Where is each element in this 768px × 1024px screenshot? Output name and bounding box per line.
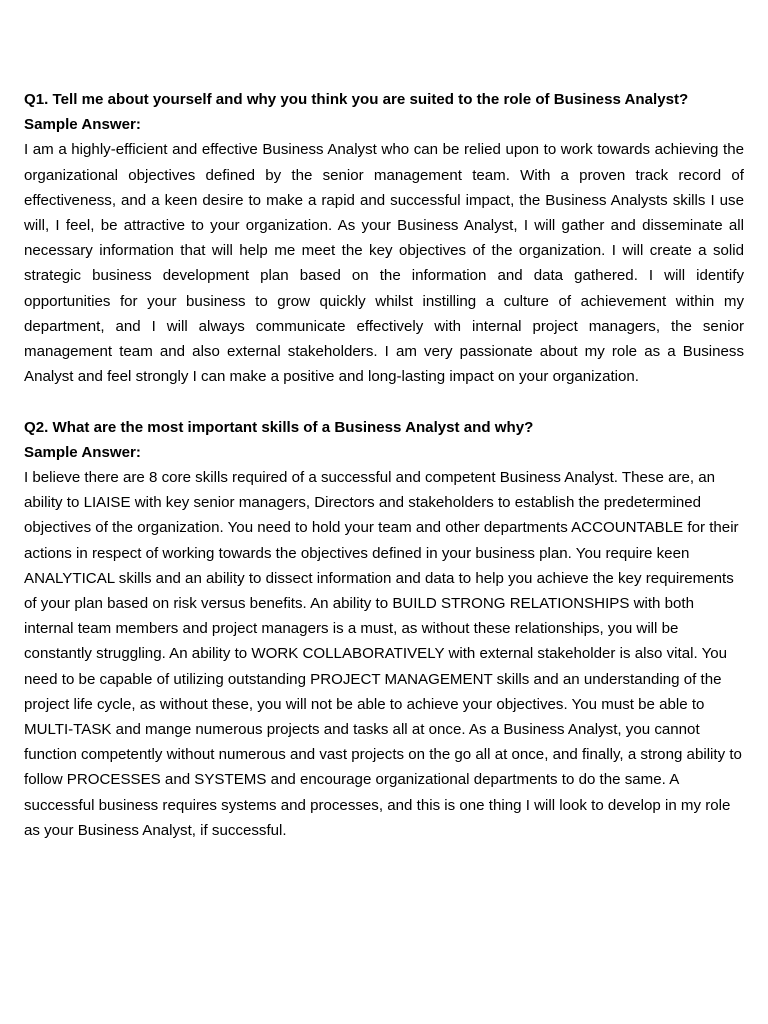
sample-answer-label-2: Sample Answer: xyxy=(24,443,141,461)
question-1-heading: Q1. Tell me about yourself and why you think you are suited to the role of Business Analyst? xyxy=(24,91,689,108)
answer-2-text: I believe there are 8 core skills required of a successful and competent Business Analyst. These are, an ability to LIAISE with key senior managers, Directors and stakeholders to establish the predetermined objectives of the organization. You need to hold your team and other departments ACCOUNTABLE for their actions in respect of working towards the objectives defined in your business plan. You require keen ANALYTICAL skills and an ability to dissect information and data to help you achieve the key requirements of your plan based on risk versus benefits. An ability to BUILD STRONG RELATIONSHIPS with both internal team members and project managers is a must, as without these relationships, you will be constantly struggling. An ability to WORK COLLABORATIVELY with external stakeholder is also vital. You need to be capable of utilizing outstanding PROJECT MANAGEMENT skills and an understanding of the project life cycle, as without these, you will not be able to achieve your objectives. You must be able to MULTI-TASK and mange numerous projects and tasks all at once. As a Business Analyst, you cannot function competently without numerous and vast projects on the go all at once, and finally, a strong ability to follow PROCESSES and SYSTEMS and encourage organizational departments to do the same. A successful business requires systems and processes, and this is one thing I will look to develop in my role as your Business Analyst, if successful. xyxy=(24,469,742,839)
qa-block-q1 xyxy=(24,87,744,389)
answer-1-text: I am a highly-efficient and effective Business Analyst who can be relied upon to work towards achieving the organizational objectives defined by the senior management team. With a proven track record of effectiveness, and a keen desire to make a rapid and successful impact, the Business Analysts skills I use will, I feel, be attractive to your organization. As your Business Analyst, I will gather and disseminate all necessary information that will help me meet the key objectives of the organization. I will create a solid strategic business development plan based on the information and data gathered. I will identify opportunities for your business to grow quickly whilst instilling a culture of achievement within my department, and I will always communicate effectively with internal project managers, the senior management team and also external stakeholders. I am very passionate about my role as a Business Analyst and feel strongly I can make a positive and long-lasting impact on your organization. xyxy=(24,141,744,386)
sample-answer-label-1: Sample Answer: xyxy=(24,116,141,134)
qa-block-q2 xyxy=(24,415,744,843)
question-2-heading: Q2. What are the most important skills of a Business Analyst and why? xyxy=(24,418,534,436)
document-page xyxy=(24,87,744,843)
section-spacer xyxy=(24,389,744,414)
